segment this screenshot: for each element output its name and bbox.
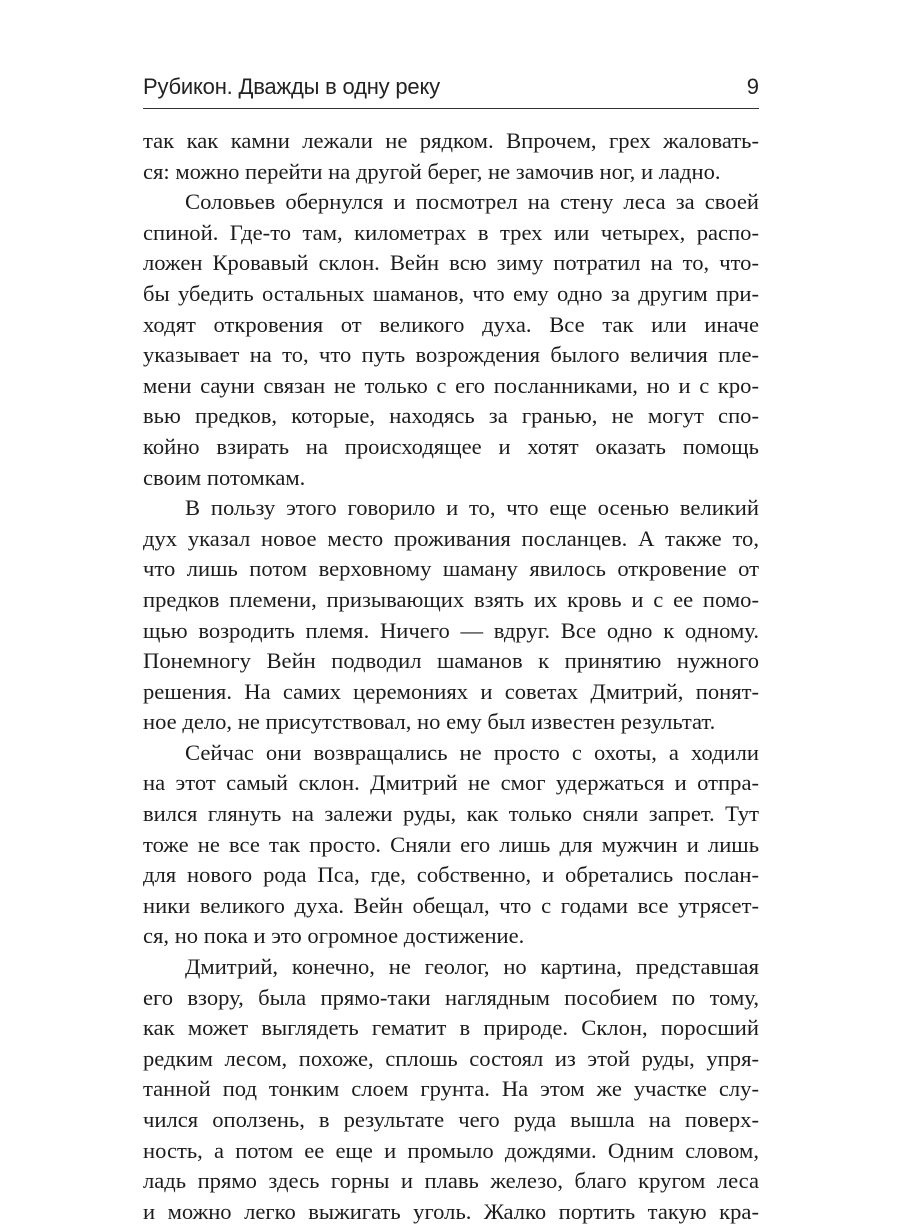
text-line: ное дело, не присутствовал, но ему был известен результат. <box>143 709 716 735</box>
text-line: указывает на то, что путь возрождения былого величия пле- <box>143 342 759 368</box>
text-line: ладь прямо здесь горны и плавь железо, благо кругом леса <box>143 1168 759 1194</box>
text-line: чился оползень, в результате чего руда вышла на поверх- <box>143 1107 759 1132</box>
text-line: ся, но пока и это огромное достижение. <box>143 923 525 949</box>
text-line: койно взирать на происходящее и хотят оказать помощь <box>143 433 759 459</box>
header-rule <box>143 108 759 109</box>
text-line: на этот самый склон. Дмитрий не смог удержаться и отпра- <box>143 770 759 796</box>
text-line: щью возродить племя. Ничего — вдруг. Все одно к одному. <box>143 617 759 643</box>
text-line: тоже не все так просто. Сняли его лишь для мужчин и лишь <box>143 831 759 857</box>
text-line: его взору, была прямо-таки наглядным пособием по тому, <box>143 984 759 1010</box>
text-line: предков племени, призывающих взять их кровь и с ее помо- <box>143 586 759 612</box>
text-line: вился глянуть на залежи руды, как только сняли запрет. Тут <box>143 801 759 827</box>
text-line: для нового рода Пса, где, собственно, и обретались послан- <box>143 862 759 888</box>
text-line: ники великого духа. Вейн обещал, что с годами все утрясет- <box>143 892 759 918</box>
text-line: дух указал новое место проживания посланцев. А также то, <box>143 525 759 551</box>
text-line: ся: можно перейти на другой берег, не замочив ног, и ладно. <box>143 158 721 184</box>
text-line: В пользу этого говорило и то, что еще осенью великий <box>185 495 759 521</box>
text-line: танной под тонким слоем грунта. На этом же участке слу- <box>143 1076 759 1102</box>
text-line: спиной. Где-то там, километрах в трех или четырех, распо- <box>143 219 759 245</box>
text-line: Понемногу Вейн подводил шаманов к принятию нужного <box>143 648 759 674</box>
body-text <box>143 126 759 1227</box>
text-line: своим потомкам. <box>143 464 306 490</box>
text-line: и можно легко выжигать уголь. Жалко портить такую кра- <box>143 1198 759 1224</box>
text-line: что лишь потом верховному шаману явилось откровение от <box>143 556 759 582</box>
text-line: вью предков, которые, находясь за гранью, не могут спо- <box>143 403 759 429</box>
running-head <box>143 74 759 104</box>
text-line: как может выглядеть гематит в природе. Склон, поросший <box>143 1015 759 1041</box>
text-line: Сейчас они возвращались не просто с охоты, а ходили <box>185 739 759 765</box>
text-line: Дмитрий, конечно, не геолог, но картина, представшая <box>185 954 759 980</box>
text-line: решения. На самих церемониях и советах Дмитрий, понят- <box>143 678 759 704</box>
text-line: бы убедить остальных шаманов, что ему одно за другим при- <box>143 280 759 306</box>
page-number: 9 <box>746 74 759 99</box>
text-line: Соловьев обернулся и посмотрел на стену леса за своей <box>185 189 759 215</box>
text-line: ходят откровения от великого духа. Все так или иначе <box>143 311 759 337</box>
text-line: редким лесом, похоже, сплошь состоял из этой руды, упря- <box>143 1045 759 1071</box>
running-title: Рубикон. Дважды в одну реку <box>143 74 440 99</box>
text-line: ложен Кровавый склон. Вейн всю зиму потратил на то, что- <box>143 250 759 276</box>
text-line: так как камни лежали не рядком. Впрочем, грех жаловать- <box>143 128 759 153</box>
text-line: мени сауни связан не только с его посланниками, но и с кро- <box>143 372 759 398</box>
text-line: ность, а потом ее еще и промыло дождями. Одним словом, <box>143 1137 759 1163</box>
